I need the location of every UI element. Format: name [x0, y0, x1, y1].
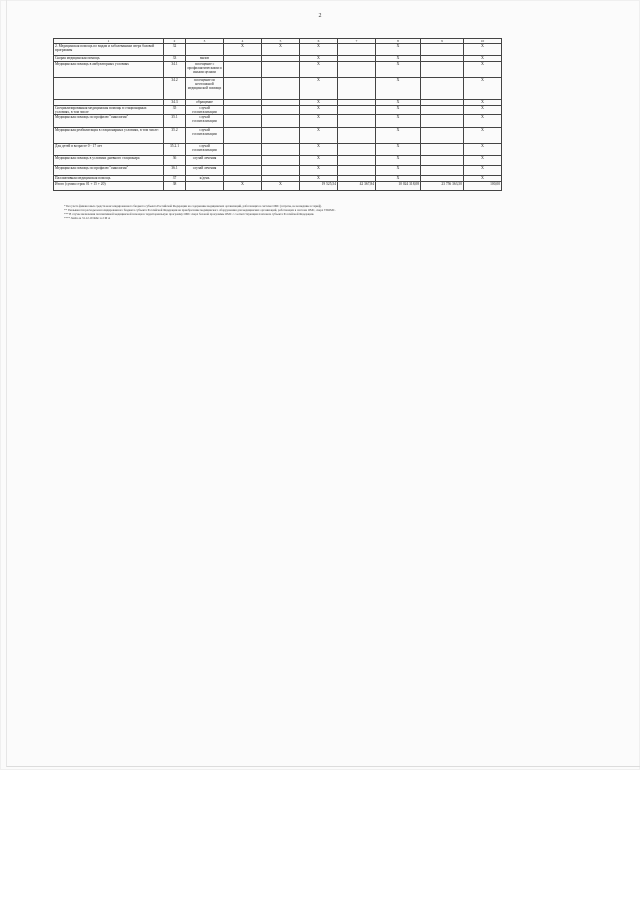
table-row	[54, 156, 502, 166]
table-cell-c9	[421, 106, 464, 115]
table-cell-c10: X	[464, 44, 502, 56]
table-cell-c8: X	[376, 62, 421, 78]
table-cell-c9	[421, 166, 464, 176]
table-cell-c2: 35.2	[164, 128, 186, 144]
table-cell-c6: X	[300, 166, 338, 176]
table-row	[54, 182, 502, 191]
table-cell-c7	[338, 166, 376, 176]
table-cell-c9	[421, 44, 464, 56]
table-cell-c1: Медицинская реабилитация в стационарных условиях, в том числе:	[54, 128, 164, 144]
table-cell-c7	[338, 78, 376, 100]
table-cell-c6: X	[300, 128, 338, 144]
page-number: 2	[318, 13, 322, 19]
table-cell-c8: X	[376, 100, 421, 106]
table-cell-c6: X	[300, 176, 338, 182]
table-cell-c2: 35.1	[164, 115, 186, 128]
table-cell-c7	[338, 106, 376, 115]
table-cell-c4	[224, 115, 262, 128]
table-cell-c5	[262, 156, 300, 166]
table-cell-c8: X	[376, 56, 421, 62]
table-cell-c2: 35.2.1	[164, 144, 186, 156]
table-cell-c2: 34.1	[164, 62, 186, 78]
table-cell-c10: X	[464, 176, 502, 182]
table-cell-c6: X	[300, 106, 338, 115]
table-row	[54, 166, 502, 176]
table-cell-c10: X	[464, 56, 502, 62]
table-cell-c1: Скорая медицинская помощь	[54, 56, 164, 62]
col-header: 3	[186, 39, 224, 44]
table-cell-c1: Медицинская помощь в амбулаторных условиях	[54, 62, 164, 78]
table-cell-c3: посещение с профилактическими и иными целями	[186, 62, 224, 78]
table-cell-c10: X	[464, 166, 502, 176]
footnote: ** Указываются расходы консолидированного бюджета субъекта Российской Федерации на приобретение медицинского оборудования для медицинских организаций, работающих в системе ОМС, сверх ТПОМС.	[64, 208, 336, 212]
table-cell-c5	[262, 106, 300, 115]
col-header: 4	[224, 39, 262, 44]
table-cell-c3: случай госпитализации	[186, 128, 224, 144]
table-cell-c2: 35	[164, 106, 186, 115]
table-cell-c6: X	[300, 78, 338, 100]
table-cell-c1: Итого (сумма строк 01 + 15 + 20)	[54, 182, 164, 191]
table-cell-c4	[224, 78, 262, 100]
table-cell-c10: 100,00	[464, 182, 502, 191]
table-cell-c10: X	[464, 100, 502, 106]
table-cell-c5	[262, 144, 300, 156]
table-row	[54, 44, 502, 56]
table-cell-c10: X	[464, 128, 502, 144]
table-cell-c3: к/день	[186, 176, 224, 182]
table-cell-c4	[224, 106, 262, 115]
table-cell-c1: 2. Медицинская помощь по видам и заболеваниям сверх базовой программы	[54, 44, 164, 56]
table-cell-c1: Медицинская помощь по профилю "онкология"	[54, 166, 164, 176]
table-cell-c4: X	[224, 44, 262, 56]
table-cell-c8: X	[376, 115, 421, 128]
table-cell-c8: X	[376, 44, 421, 56]
table-cell-c5	[262, 128, 300, 144]
table-cell-c6: X	[300, 44, 338, 56]
table-cell-c4	[224, 128, 262, 144]
table-cell-c5: X	[262, 44, 300, 56]
table-cell-c1: Медицинская помощь в условиях дневного стационара	[54, 156, 164, 166]
table-cell-c7	[338, 44, 376, 56]
col-header: 8	[376, 39, 421, 44]
table-cell-c3	[186, 44, 224, 56]
table-cell-c7	[338, 128, 376, 144]
table-cell-c6: X	[300, 56, 338, 62]
table-cell-c6: X	[300, 144, 338, 156]
table-cell-c8: X	[376, 128, 421, 144]
table-cell-c9	[421, 115, 464, 128]
table-cell-c8: X	[376, 166, 421, 176]
table-cell-c1: Медицинская помощь по профилю "онкология"	[54, 115, 164, 128]
table-cell-c1: Паллиативная медицинская помощь	[54, 176, 164, 182]
table-cell-c5	[262, 78, 300, 100]
col-header: 6	[300, 39, 338, 44]
footnote: * Без учета финансовых средств консолидированного бюджета субъекта Российской Федерации на содержание медицинских организаций, работающих в системе ОМС (затраты, не вошедшие в тариф).	[64, 204, 322, 208]
table-cell-c10: X	[464, 144, 502, 156]
table-cell-c10: X	[464, 156, 502, 166]
table-row	[54, 62, 502, 78]
table-row	[54, 115, 502, 128]
table-cell-c3: случай госпитализации	[186, 106, 224, 115]
table-cell-c6: X	[300, 62, 338, 78]
table-row	[54, 106, 502, 115]
table-cell-c6: X	[300, 156, 338, 166]
table-cell-c6: X	[300, 100, 338, 106]
table-cell-c2: 36.1	[164, 166, 186, 176]
table-cell-c2: 34.2	[164, 78, 186, 100]
table-cell-c2: 34.3	[164, 100, 186, 106]
table-cell-c3: случай лечения	[186, 166, 224, 176]
table-cell-c1: Специализированная медицинская помощь в стационарных условиях, в том числе	[54, 106, 164, 115]
table-cell-c9	[421, 156, 464, 166]
table-cell-c8: X	[376, 156, 421, 166]
table-row	[54, 78, 502, 100]
table-cell-c2: 37	[164, 176, 186, 182]
table-cell-c7	[338, 115, 376, 128]
table-cell-c7: 42 367,84	[338, 182, 376, 191]
table-cell-c3	[186, 182, 224, 191]
table-cell-c10: X	[464, 115, 502, 128]
table-cell-c7	[338, 62, 376, 78]
table-cell-c7	[338, 156, 376, 166]
col-header: 1	[54, 39, 164, 44]
table-cell-c1	[54, 78, 164, 100]
table-cell-c4	[224, 62, 262, 78]
table-cell-c9	[421, 128, 464, 144]
table-cell-c9	[421, 62, 464, 78]
table-cell-c3: обращение	[186, 100, 224, 106]
col-header: 9	[421, 39, 464, 44]
table-cell-c5	[262, 166, 300, 176]
col-header: 7	[338, 39, 376, 44]
col-header: 2	[164, 39, 186, 44]
table-cell-c5	[262, 115, 300, 128]
table-cell-c4	[224, 144, 262, 156]
table-cell-c2: 36	[164, 156, 186, 166]
table-cell-c8: 10 024 318,08	[376, 182, 421, 191]
table-row	[54, 128, 502, 144]
table-cell-c3: посещение по неотложной медицинской помощи	[186, 78, 224, 100]
table-cell-c6: 19 525,54	[300, 182, 338, 191]
table-cell-c10: X	[464, 78, 502, 100]
table-cell-c2: 33	[164, 56, 186, 62]
table-cell-c5	[262, 62, 300, 78]
col-header: 5	[262, 39, 300, 44]
table-cell-c9: 23 756 363,50	[421, 182, 464, 191]
table-cell-c9	[421, 78, 464, 100]
footnote: *** В случае включения паллиативной медицинской помощи в территориальную программу ОМС сверх базовой программы ОМС с соответствующим платежом субъекта Российской Федерации.	[64, 212, 315, 216]
table-cell-c10: X	[464, 62, 502, 78]
table-row	[54, 144, 502, 156]
table-cell-c8: X	[376, 176, 421, 182]
table-cell-c1: Для детей в возрасте 0 - 17 лет	[54, 144, 164, 156]
footnotes	[64, 204, 504, 220]
col-header: 10	[464, 39, 502, 44]
table-cell-c2: 32	[164, 44, 186, 56]
table-cell-c3: случай госпитализации	[186, 144, 224, 156]
table-cell-c4	[224, 156, 262, 166]
data-table	[53, 38, 502, 191]
table-cell-c10: X	[464, 106, 502, 115]
table-cell-c5: X	[262, 182, 300, 191]
table-cell-c6: X	[300, 115, 338, 128]
table-cell-c3: случай лечения	[186, 156, 224, 166]
table-cell-c8: X	[376, 144, 421, 156]
table-cell-c2: 38	[164, 182, 186, 191]
table-cell-c9	[421, 144, 464, 156]
table-cell-c7	[338, 144, 376, 156]
table-cell-c3: вызов	[186, 56, 224, 62]
footnote: **** Justin-за 31.12.19 ФАС в 2 М А	[64, 216, 111, 220]
table-cell-c8: X	[376, 106, 421, 115]
table-cell-c4: X	[224, 182, 262, 191]
table-cell-c3: случай госпитализации	[186, 115, 224, 128]
table-cell-c4	[224, 166, 262, 176]
table-cell-c8: X	[376, 78, 421, 100]
